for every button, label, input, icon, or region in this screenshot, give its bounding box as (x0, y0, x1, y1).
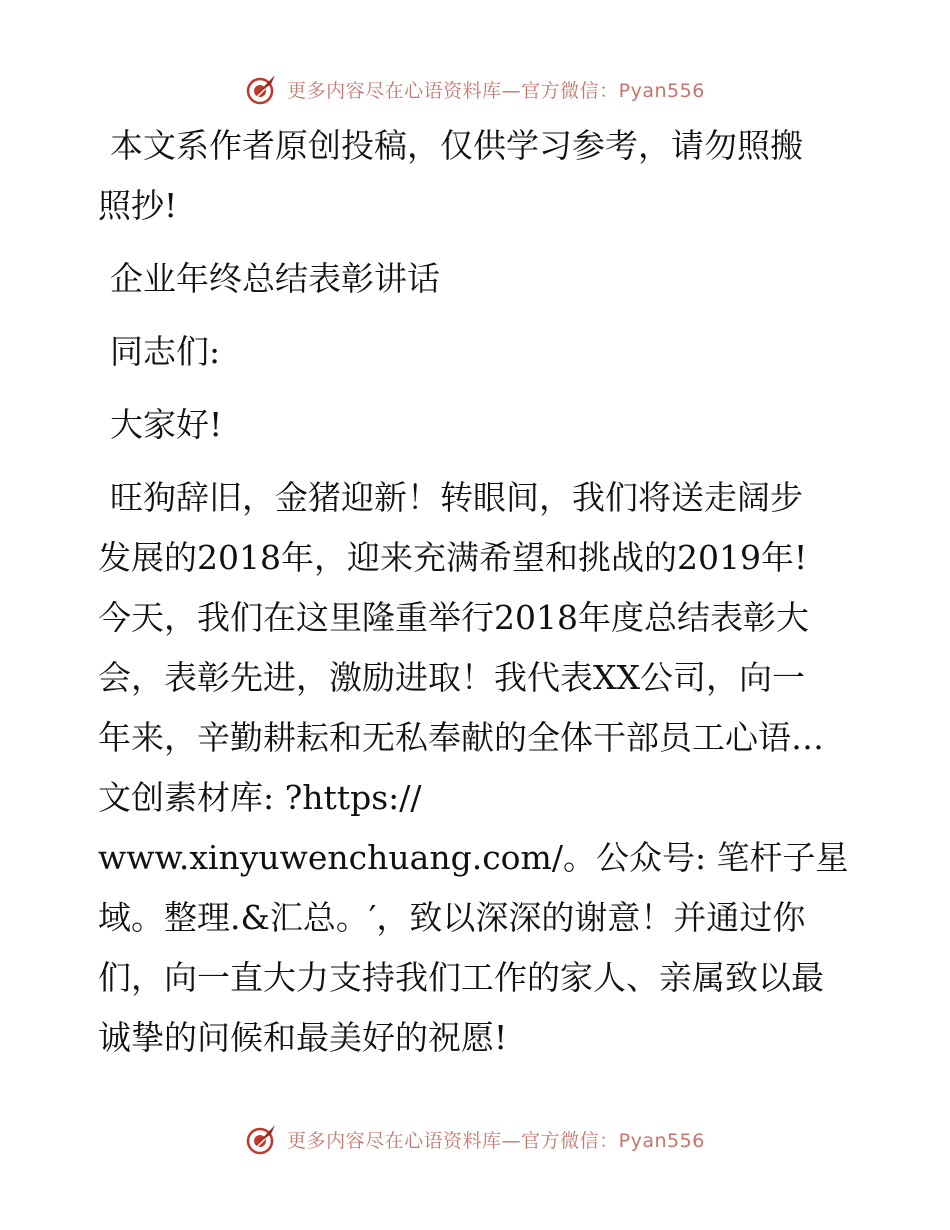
notice-line: 本文系作者原创投稿，仅供学习参考，请勿照搬 (110, 126, 803, 165)
notice-paragraph (98, 116, 858, 236)
body-line: 域。整理.&汇总。′，致以深深的谢意！并通过你 (98, 898, 806, 937)
footer-banner (0, 1122, 950, 1156)
salutation: 同志们: (110, 332, 221, 371)
header-banner (0, 72, 950, 106)
body-line: 诚挚的问候和最美好的祝愿! (98, 1018, 508, 1057)
body-line: 今天，我们在这里隆重举行2018年度总结表彰大 (98, 598, 809, 637)
document-title: 企业年终总结表彰讲话 (110, 259, 440, 298)
body-line: 会，表彰先进，激励进取！我代表XX公司，向一 (98, 658, 805, 697)
body-line: www.xinyuwenchuang.com/。公众号: 笔杆子星 (98, 838, 849, 877)
body-line: 发展的2018年，迎来充满希望和挑战的2019年! (98, 538, 808, 577)
body-line: 们，向一直大力支持我们工作的家人、亲属致以最 (98, 958, 824, 997)
body-line: 旺狗辞旧，金猪迎新！转眼间，我们将送走阔步 (110, 478, 803, 517)
header-banner-text: 更多内容尽在心语资料库—官方微信：Pyan556 (287, 79, 705, 102)
body-line: 年来，辛勤耕耘和无私奉献的全体干部员工心语… (98, 718, 824, 757)
quill-logo-icon (245, 1122, 279, 1156)
greeting: 大家好! (110, 405, 223, 444)
notice-line: 照抄! (98, 186, 178, 225)
body-paragraph (98, 468, 858, 1068)
body-line: 文创素材库: ?https:// (98, 778, 422, 817)
footer-banner-text: 更多内容尽在心语资料库—官方微信：Pyan556 (287, 1129, 705, 1152)
document-body (98, 116, 858, 1068)
quill-logo-icon (245, 72, 279, 106)
